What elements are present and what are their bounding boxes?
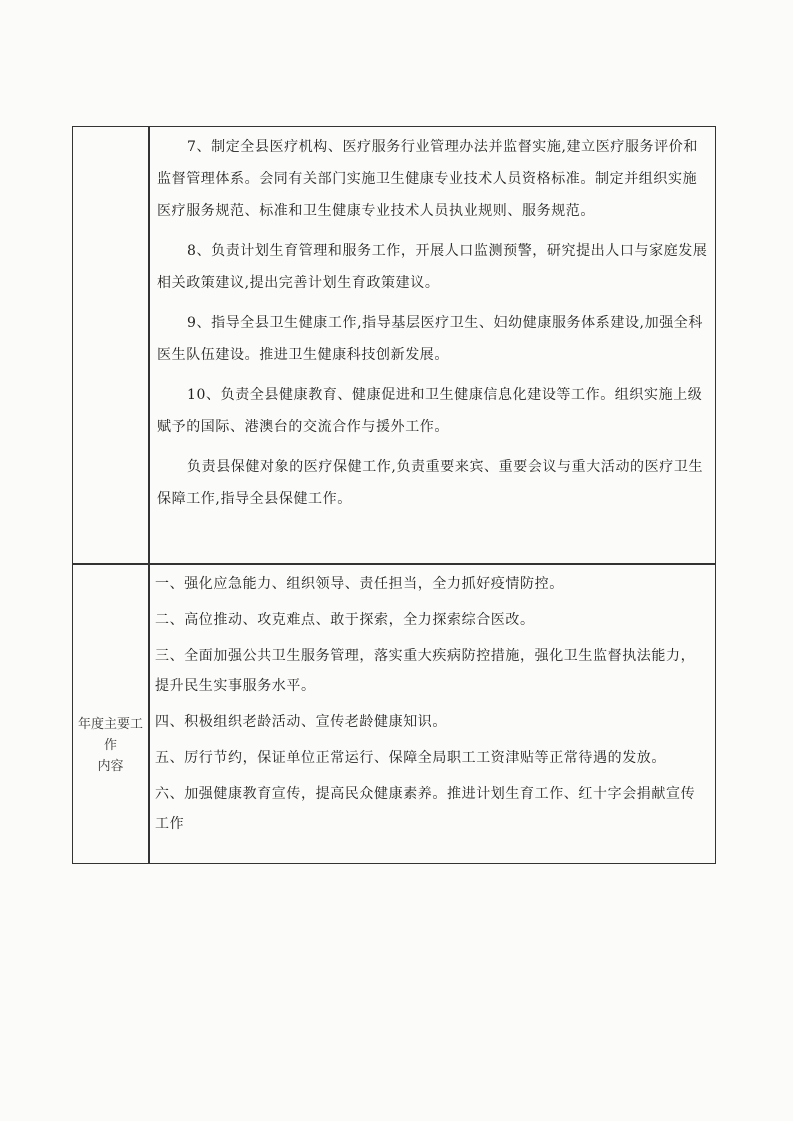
row-divider bbox=[73, 563, 715, 565]
duty-item-9: 9、指导全县卫生健康工作,指导基层医疗卫生、妇幼健康服务体系建设,加强全科医生队伍建设。推进卫生健康科技创新发展。 bbox=[157, 315, 704, 363]
duties-cell bbox=[157, 131, 709, 523]
duty-item-8: 8、负责计划生育管理和服务工作，开展人口监测预警，研究提出人口与家庭发展相关政策建议,提出完善计划生育政策建议。 bbox=[157, 243, 708, 291]
column-divider bbox=[148, 127, 150, 863]
annual-work-label bbox=[73, 714, 148, 777]
duty-item-10: 10、负责全县健康教育、健康促进和卫生健康信息化建设等工作。组织实施上级赋予的国际、港澳台的交流合作与援外工作。 bbox=[157, 387, 703, 435]
annual-work-label-line2: 内容 bbox=[97, 759, 124, 774]
annual-work-item: 一、强化应急能力、组织领导、责任担当，全力抓好疫情防控。 bbox=[155, 576, 564, 592]
annual-work-item: 二、高位推动、攻克难点、敢于探索，全力探索综合医改。 bbox=[155, 612, 535, 628]
duty-item-7: 7、制定全县医疗机构、医疗服务行业管理办法并监督实施,建立医疗服务评价和监督管理体系。会同有关部门实施卫生健康专业技术人员资格标准。制定并组织实施医疗服务规范、标准和卫生健康专业技术人员执业规则、服务规范。 bbox=[157, 139, 698, 219]
annual-work-item: 四、积极组织老龄活动、宣传老龄健康知识。 bbox=[155, 714, 447, 730]
annual-work-item: 三、全面加强公共卫生服务管理，落实重大疾病防控措施，强化卫生监督执法能力，提升民生实事服务水平。 bbox=[155, 648, 696, 694]
annual-work-label-line1: 年度主要工作 bbox=[77, 717, 143, 753]
annual-work-item: 六、加强健康教育宣传，提高民众健康素养。推进计划生育工作、红十字会捐献宣传工作 bbox=[155, 786, 696, 832]
annual-work-cell bbox=[155, 569, 709, 845]
annual-work-item: 五、厉行节约，保证单位正常运行、保障全局职工工资津贴等正常待遇的发放。 bbox=[155, 750, 666, 766]
duty-item-health-care: 负责县保健对象的医疗保健工作,负责重要来宾、重要会议与重大活动的医疗卫生保障工作,指导全县保健工作。 bbox=[157, 459, 704, 507]
document-table bbox=[72, 126, 716, 864]
